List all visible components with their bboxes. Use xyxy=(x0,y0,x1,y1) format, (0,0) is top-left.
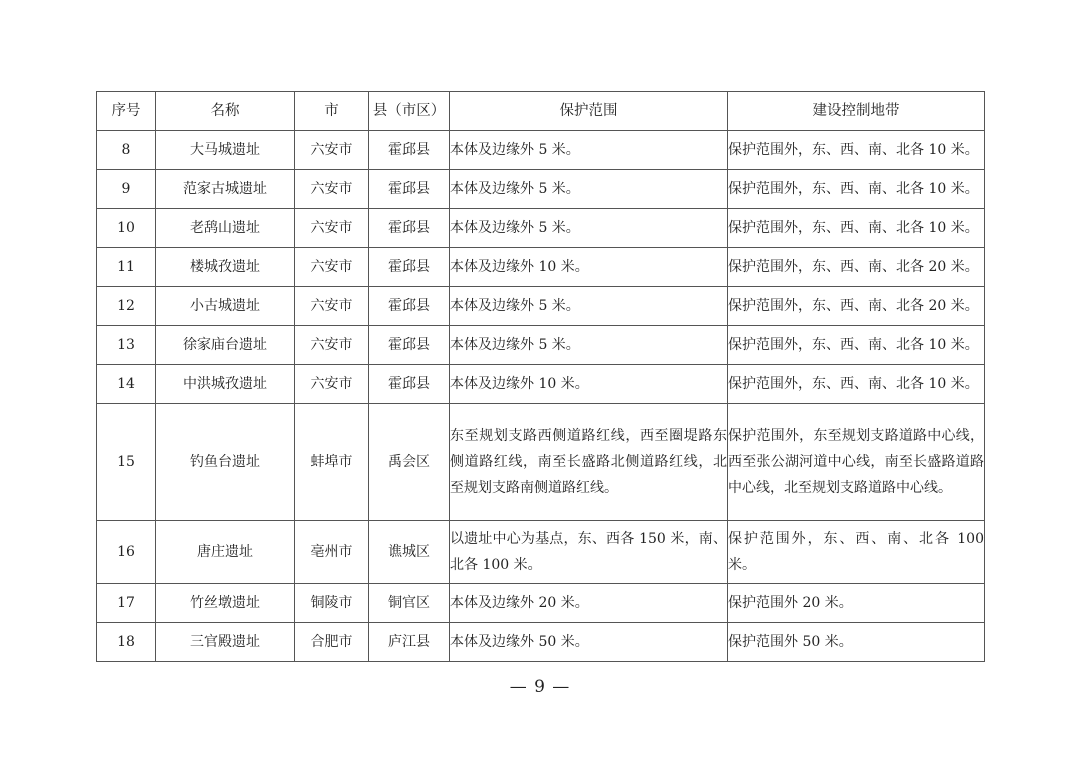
cell-name: 中洪城孜遗址 xyxy=(156,365,295,404)
cell-city: 六安市 xyxy=(295,248,369,287)
cell-name: 范家古城遗址 xyxy=(156,170,295,209)
cell-control: 保护范围外，东、西、南、北各 10 米。 xyxy=(728,170,985,209)
table-header-row xyxy=(97,92,985,131)
cell-county: 霍邱县 xyxy=(369,365,450,404)
cell-protection: 东至规划支路西侧道路红线，西至圈堤路东侧道路红线，南至长盛路北侧道路红线，北至规划支路南侧道路红线。 xyxy=(450,404,728,521)
header-name: 名称 xyxy=(156,92,295,131)
cell-name: 大马城遗址 xyxy=(156,131,295,170)
cell-city: 六安市 xyxy=(295,209,369,248)
header-construction-control-zone: 建设控制地带 xyxy=(728,92,985,131)
cell-name: 老鸹山遗址 xyxy=(156,209,295,248)
cell-county: 霍邱县 xyxy=(369,287,450,326)
cell-county: 霍邱县 xyxy=(369,326,450,365)
cell-no: 15 xyxy=(97,404,156,521)
cell-name: 唐庄遗址 xyxy=(156,521,295,584)
table-row xyxy=(97,170,985,209)
cell-name: 钓鱼台遗址 xyxy=(156,404,295,521)
heritage-sites-table xyxy=(96,91,985,662)
cell-county: 霍邱县 xyxy=(369,248,450,287)
cell-control: 保护范围外 20 米。 xyxy=(728,584,985,623)
cell-protection: 本体及边缘外 5 米。 xyxy=(450,209,728,248)
cell-county: 霍邱县 xyxy=(369,170,450,209)
cell-control: 保护范围外，东、西、南、北各 20 米。 xyxy=(728,248,985,287)
cell-control: 保护范围外，东、西、南、北各 10 米。 xyxy=(728,326,985,365)
header-no: 序号 xyxy=(97,92,156,131)
table-row xyxy=(97,623,985,662)
cell-city: 六安市 xyxy=(295,131,369,170)
cell-county: 铜官区 xyxy=(369,584,450,623)
cell-control: 保护范围外 50 米。 xyxy=(728,623,985,662)
cell-name: 楼城孜遗址 xyxy=(156,248,295,287)
cell-protection: 本体及边缘外 5 米。 xyxy=(450,131,728,170)
cell-no: 9 xyxy=(97,170,156,209)
cell-county: 禹会区 xyxy=(369,404,450,521)
cell-city: 亳州市 xyxy=(295,521,369,584)
header-city: 市 xyxy=(295,92,369,131)
cell-control: 保护范围外，东、西、南、北各 20 米。 xyxy=(728,287,985,326)
cell-no: 10 xyxy=(97,209,156,248)
table-row xyxy=(97,248,985,287)
cell-city: 六安市 xyxy=(295,365,369,404)
cell-county: 庐江县 xyxy=(369,623,450,662)
table-row xyxy=(97,209,985,248)
header-county: 县（市区） xyxy=(369,92,450,131)
cell-city: 六安市 xyxy=(295,170,369,209)
cell-no: 18 xyxy=(97,623,156,662)
table-row xyxy=(97,584,985,623)
cell-protection: 本体及边缘外 5 米。 xyxy=(450,287,728,326)
cell-name: 徐家庙台遗址 xyxy=(156,326,295,365)
cell-protection: 本体及边缘外 10 米。 xyxy=(450,365,728,404)
cell-protection: 以遗址中心为基点，东、西各 150 米，南、北各 100 米。 xyxy=(450,521,728,584)
table-row xyxy=(97,287,985,326)
cell-city: 六安市 xyxy=(295,326,369,365)
cell-control: 保护范围外，东、西、南、北各 10 米。 xyxy=(728,365,985,404)
table-row xyxy=(97,365,985,404)
cell-control: 保护范围外，东、西、南、北各 10 米。 xyxy=(728,209,985,248)
cell-protection: 本体及边缘外 50 米。 xyxy=(450,623,728,662)
cell-name: 三官殿遗址 xyxy=(156,623,295,662)
table-row xyxy=(97,404,985,521)
cell-no: 11 xyxy=(97,248,156,287)
cell-protection: 本体及边缘外 10 米。 xyxy=(450,248,728,287)
cell-county: 霍邱县 xyxy=(369,209,450,248)
cell-no: 16 xyxy=(97,521,156,584)
cell-control: 保护范围外，东、西、南、北各 100 米。 xyxy=(728,521,985,584)
cell-name: 小古城遗址 xyxy=(156,287,295,326)
cell-city: 六安市 xyxy=(295,287,369,326)
cell-protection: 本体及边缘外 5 米。 xyxy=(450,326,728,365)
cell-protection: 本体及边缘外 20 米。 xyxy=(450,584,728,623)
table-row xyxy=(97,131,985,170)
page-number: — 9 — xyxy=(509,677,571,697)
cell-protection: 本体及边缘外 5 米。 xyxy=(450,170,728,209)
cell-control: 保护范围外，东至规划支路道路中心线，西至张公湖河道中心线，南至长盛路道路中心线，北至规划支路道路中心线。 xyxy=(728,404,985,521)
cell-no: 17 xyxy=(97,584,156,623)
cell-city: 合肥市 xyxy=(295,623,369,662)
cell-county: 霍邱县 xyxy=(369,131,450,170)
cell-no: 12 xyxy=(97,287,156,326)
cell-name: 竹丝墩遗址 xyxy=(156,584,295,623)
cell-no: 14 xyxy=(97,365,156,404)
cell-city: 蚌埠市 xyxy=(295,404,369,521)
cell-county: 谯城区 xyxy=(369,521,450,584)
header-protection-range: 保护范围 xyxy=(450,92,728,131)
table-row xyxy=(97,521,985,584)
cell-control: 保护范围外，东、西、南、北各 10 米。 xyxy=(728,131,985,170)
cell-no: 8 xyxy=(97,131,156,170)
cell-no: 13 xyxy=(97,326,156,365)
cell-city: 铜陵市 xyxy=(295,584,369,623)
table-row xyxy=(97,326,985,365)
